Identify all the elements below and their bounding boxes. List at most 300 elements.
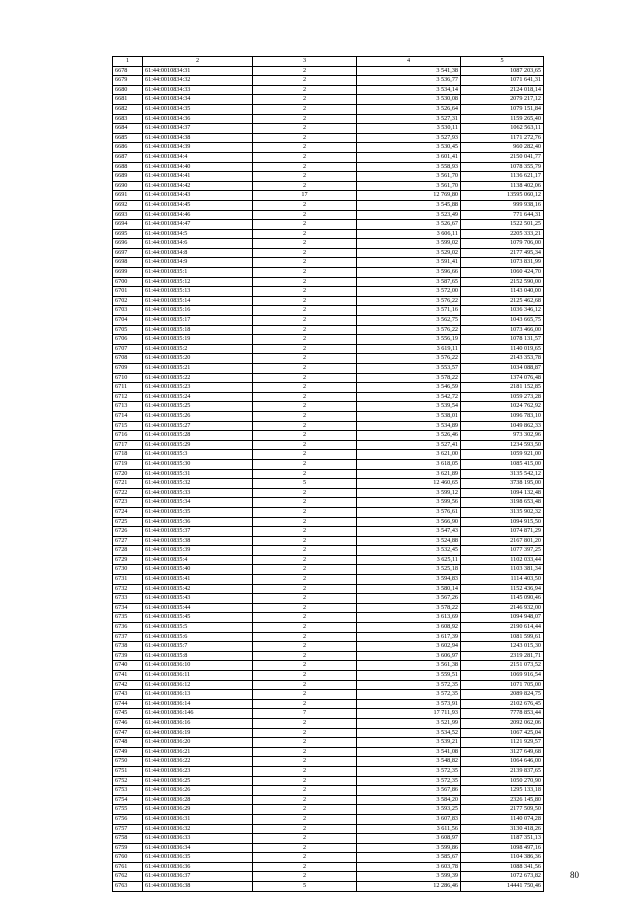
table-row [113, 239, 544, 249]
table-row [113, 882, 544, 892]
table-cell-col4: 3 584,20 [357, 795, 461, 805]
table-cell-col4: 3 529,02 [357, 248, 461, 258]
table-cell-col2: 61:44:0010836:38 [143, 882, 253, 892]
table-cell-col2: 61:44:0010834:45 [143, 200, 253, 210]
table-cell-col3: 2 [253, 776, 357, 786]
table-row [113, 843, 544, 853]
table-row [113, 95, 544, 105]
table-cell-col3: 2 [253, 805, 357, 815]
table-cell-col1: 6748 [113, 738, 143, 748]
table-cell-col5: 3135 902,32 [461, 507, 544, 517]
table-cell-col4: 3 530,45 [357, 143, 461, 153]
table-cell-col1: 6687 [113, 152, 143, 162]
table-cell-col5: 1140 019,65 [461, 344, 544, 354]
table-cell-col1: 6736 [113, 623, 143, 633]
table-cell-col2: 61:44:0010835:17 [143, 316, 253, 326]
table-cell-col5: 2125 462,68 [461, 296, 544, 306]
table-cell-col2: 61:44:0010835:14 [143, 296, 253, 306]
table-cell-col5: 1079 706,00 [461, 239, 544, 249]
table-cell-col1: 6758 [113, 834, 143, 844]
table-cell-col1: 6749 [113, 747, 143, 757]
table-row [113, 853, 544, 863]
table-cell-col4: 3 606,97 [357, 651, 461, 661]
table-cell-col3: 7 [253, 709, 357, 719]
table-row [113, 517, 544, 527]
table-cell-col3: 5 [253, 479, 357, 489]
table-cell-col4: 12 286,46 [357, 882, 461, 892]
table-cell-col4: 3 576,61 [357, 507, 461, 517]
table-cell-col5: 2190 614,44 [461, 623, 544, 633]
table-cell-col4: 3 532,45 [357, 546, 461, 556]
table-cell-col4: 12 769,80 [357, 191, 461, 201]
table-cell-col2: 61:44:0010835:12 [143, 277, 253, 287]
table-cell-col2: 61:44:0010835:40 [143, 565, 253, 575]
table-cell-col5: 1243 015,30 [461, 642, 544, 652]
table-cell-col4: 3 603,78 [357, 862, 461, 872]
table-cell-col4: 3 524,88 [357, 536, 461, 546]
table-cell-col5: 1067 425,04 [461, 728, 544, 738]
col-header-5: 5 [461, 57, 544, 67]
table-cell-col2: 61:44:0010835:35 [143, 507, 253, 517]
table-cell-col3: 2 [253, 383, 357, 393]
table-cell-col3: 2 [253, 728, 357, 738]
table-cell-col2: 61:44:0010834:41 [143, 172, 253, 182]
table-cell-col4: 3 576,22 [357, 354, 461, 364]
table-cell-col4: 3 561,70 [357, 172, 461, 182]
table-cell-col5: 1121 929,57 [461, 738, 544, 748]
table-cell-col2: 61:44:0010835:23 [143, 383, 253, 393]
table-cell-col5: 2139 837,65 [461, 766, 544, 776]
table-cell-col4: 3 539,54 [357, 402, 461, 412]
table-cell-col4: 12 460,65 [357, 479, 461, 489]
table-cell-col3: 2 [253, 843, 357, 853]
table-cell-col4: 3 556,19 [357, 335, 461, 345]
table-cell-col5: 14441 750,46 [461, 882, 544, 892]
table-cell-col3: 2 [253, 152, 357, 162]
table-cell-col5: 1374 076,48 [461, 373, 544, 383]
table-cell-col1: 6703 [113, 306, 143, 316]
table-row [113, 66, 544, 76]
table-cell-col5: 3130 418,26 [461, 824, 544, 834]
table-cell-col5: 1024 762,92 [461, 402, 544, 412]
table-cell-col1: 6702 [113, 296, 143, 306]
table-row [113, 671, 544, 681]
table-cell-col1: 6744 [113, 699, 143, 709]
table-cell-col3: 2 [253, 85, 357, 95]
table-row [113, 507, 544, 517]
table-cell-col3: 2 [253, 517, 357, 527]
table-cell-col2: 61:44:0010836:14 [143, 699, 253, 709]
table-cell-col1: 6691 [113, 191, 143, 201]
table-cell-col5: 1234 593,50 [461, 440, 544, 450]
table-cell-col2: 61:44:0010835:28 [143, 431, 253, 441]
table-cell-col4: 3 625,11 [357, 555, 461, 565]
table-cell-col1: 6713 [113, 402, 143, 412]
table-cell-col5: 7778 853,44 [461, 709, 544, 719]
table-cell-col1: 6762 [113, 872, 143, 882]
table-cell-col1: 6757 [113, 824, 143, 834]
table-row [113, 747, 544, 757]
table-cell-col3: 2 [253, 623, 357, 633]
table-cell-col2: 61:44:0010835:39 [143, 546, 253, 556]
table-cell-col5: 2151 073,52 [461, 661, 544, 671]
table-cell-col2: 61:44:0010836:31 [143, 814, 253, 824]
table-cell-col1: 6678 [113, 66, 143, 76]
table-cell-col2: 61:44:0010834:4 [143, 152, 253, 162]
table-cell-col5: 1077 397,25 [461, 546, 544, 556]
table-cell-col1: 6738 [113, 642, 143, 652]
table-cell-col5: 1114 403,50 [461, 575, 544, 585]
table-cell-col2: 61:44:0010834:42 [143, 181, 253, 191]
table-cell-col5: 2177 509,50 [461, 805, 544, 815]
table-cell-col1: 6712 [113, 392, 143, 402]
table-cell-col1: 6693 [113, 210, 143, 220]
table-cell-col1: 6751 [113, 766, 143, 776]
table-cell-col3: 2 [253, 66, 357, 76]
table-cell-col4: 3 525,18 [357, 565, 461, 575]
col-header-2: 2 [143, 57, 253, 67]
table-cell-col2: 61:44:0010834:47 [143, 220, 253, 230]
table-cell-col5: 1043 665,75 [461, 316, 544, 326]
table-row [113, 642, 544, 652]
table-cell-col4: 3 526,64 [357, 104, 461, 114]
table-cell-col3: 2 [253, 757, 357, 767]
table-cell-col3: 2 [253, 853, 357, 863]
table-cell-col2: 61:44:0010834:39 [143, 143, 253, 153]
table-cell-col3: 2 [253, 814, 357, 824]
table-cell-col4: 3 599,56 [357, 498, 461, 508]
table-cell-col3: 2 [253, 210, 357, 220]
table-cell-col3: 2 [253, 555, 357, 565]
table-cell-col1: 6763 [113, 882, 143, 892]
table-cell-col3: 2 [253, 95, 357, 105]
table-cell-col5: 1072 673,82 [461, 872, 544, 882]
table-cell-col2: 61:44:0010834:8 [143, 248, 253, 258]
table-row [113, 469, 544, 479]
table-cell-col1: 6692 [113, 200, 143, 210]
table-cell-col5: 2092 062,06 [461, 718, 544, 728]
table-cell-col3: 2 [253, 354, 357, 364]
table-cell-col2: 61:44:0010835:29 [143, 440, 253, 450]
table-cell-col2: 61:44:0010834:9 [143, 258, 253, 268]
table-cell-col1: 6725 [113, 517, 143, 527]
table-row [113, 200, 544, 210]
table-cell-col5: 1522 501,25 [461, 220, 544, 230]
table-cell-col5: 1069 916,54 [461, 671, 544, 681]
table-cell-col3: 2 [253, 402, 357, 412]
table-cell-col5: 1034 088,87 [461, 364, 544, 374]
table-row [113, 527, 544, 537]
table-cell-col4: 3 572,35 [357, 776, 461, 786]
table-cell-col5: 1081 599,61 [461, 632, 544, 642]
table-cell-col4: 3 587,65 [357, 277, 461, 287]
table-row [113, 143, 544, 153]
table-cell-col5: 1059 921,00 [461, 450, 544, 460]
table-cell-col2: 61:44:0010835:22 [143, 373, 253, 383]
table-cell-col1: 6694 [113, 220, 143, 230]
table-cell-col3: 2 [253, 450, 357, 460]
col-header-4: 4 [357, 57, 461, 67]
table-cell-col4: 3 572,35 [357, 766, 461, 776]
table-cell-col1: 6723 [113, 498, 143, 508]
table-cell-col5: 3135 542,12 [461, 469, 544, 479]
table-cell-col1: 6730 [113, 565, 143, 575]
table-cell-col2: 61:44:0010835:5 [143, 623, 253, 633]
table-cell-col3: 2 [253, 325, 357, 335]
table-cell-col4: 3 619,11 [357, 344, 461, 354]
table-cell-col2: 61:44:0010835:45 [143, 613, 253, 623]
table-cell-col5: 1094 948,07 [461, 613, 544, 623]
table-cell-col5: 13595 060,12 [461, 191, 544, 201]
table-cell-col3: 2 [253, 498, 357, 508]
table-cell-col3: 2 [253, 172, 357, 182]
table-cell-col4: 3 611,56 [357, 824, 461, 834]
table-cell-col2: 61:44:0010836:11 [143, 671, 253, 681]
table-cell-col5: 2124 018,14 [461, 85, 544, 95]
table-cell-col4: 3 608,92 [357, 623, 461, 633]
table-cell-col4: 3 530,08 [357, 95, 461, 105]
table-cell-col1: 6685 [113, 133, 143, 143]
table-cell-col2: 61:44:0010836:13 [143, 690, 253, 700]
table-cell-col3: 2 [253, 220, 357, 230]
table-cell-col4: 3 602,94 [357, 642, 461, 652]
table-cell-col2: 61:44:0010835:30 [143, 459, 253, 469]
table-cell-col2: 61:44:0010834:6 [143, 239, 253, 249]
table-row [113, 85, 544, 95]
table-cell-col1: 6710 [113, 373, 143, 383]
table-row [113, 536, 544, 546]
table-cell-col5: 1059 273,28 [461, 392, 544, 402]
table-cell-col1: 6701 [113, 287, 143, 297]
table-cell-col1: 6728 [113, 546, 143, 556]
table-cell-col5: 1078 355,79 [461, 162, 544, 172]
table-cell-col2: 61:44:0010835:13 [143, 287, 253, 297]
table-cell-col5: 2150 041,77 [461, 152, 544, 162]
table-row [113, 411, 544, 421]
table-cell-col1: 6722 [113, 488, 143, 498]
table-cell-col4: 3 572,35 [357, 680, 461, 690]
table-cell-col2: 61:44:0010835:44 [143, 603, 253, 613]
table-row [113, 133, 544, 143]
table-cell-col2: 61:44:0010835:41 [143, 575, 253, 585]
table-cell-col5: 1295 133,18 [461, 786, 544, 796]
table-row [113, 220, 544, 230]
page-number: 80 [570, 870, 579, 880]
table-cell-col4: 3 593,25 [357, 805, 461, 815]
table-cell-col1: 6732 [113, 584, 143, 594]
table-cell-col3: 2 [253, 824, 357, 834]
table-cell-col3: 2 [253, 642, 357, 652]
table-cell-col2: 61:44:0010834:31 [143, 66, 253, 76]
table-cell-col2: 61:44:0010836:32 [143, 824, 253, 834]
table-row [113, 229, 544, 239]
table-row [113, 152, 544, 162]
table-cell-col4: 3 576,22 [357, 296, 461, 306]
table-cell-col2: 61:44:0010834:37 [143, 124, 253, 134]
table-cell-col3: 2 [253, 584, 357, 594]
table-cell-col2: 61:44:0010836:16 [143, 718, 253, 728]
table-cell-col5: 1064 646,00 [461, 757, 544, 767]
table-cell-col4: 3 580,14 [357, 584, 461, 594]
table-cell-col3: 2 [253, 229, 357, 239]
table-row [113, 680, 544, 690]
table-cell-col1: 6718 [113, 450, 143, 460]
table-cell-col4: 3 572,00 [357, 287, 461, 297]
table-row [113, 172, 544, 182]
table-cell-col1: 6731 [113, 575, 143, 585]
table-cell-col3: 2 [253, 440, 357, 450]
table-row [113, 316, 544, 326]
table-row [113, 248, 544, 258]
table-cell-col1: 6708 [113, 354, 143, 364]
table-cell-col4: 3 559,51 [357, 671, 461, 681]
table-cell-col5: 1098 497,16 [461, 843, 544, 853]
table-cell-col2: 61:44:0010835:26 [143, 411, 253, 421]
table-cell-col2: 61:44:0010835:33 [143, 488, 253, 498]
table-cell-col5: 771 644,31 [461, 210, 544, 220]
table-cell-col1: 6684 [113, 124, 143, 134]
table-cell-col4: 3 578,22 [357, 373, 461, 383]
table-cell-col3: 17 [253, 191, 357, 201]
table-cell-col1: 6683 [113, 114, 143, 124]
table-cell-col4: 3 601,41 [357, 152, 461, 162]
table-cell-col3: 2 [253, 575, 357, 585]
table-cell-col1: 6721 [113, 479, 143, 489]
table-row [113, 872, 544, 882]
table-cell-col5: 1050 270,90 [461, 776, 544, 786]
table-cell-col2: 61:44:0010834:33 [143, 85, 253, 95]
table-cell-col3: 2 [253, 507, 357, 517]
table-cell-col4: 3 547,43 [357, 527, 461, 537]
table-cell-col3: 2 [253, 632, 357, 642]
table-cell-col3: 2 [253, 459, 357, 469]
table-cell-col3: 2 [253, 114, 357, 124]
table-cell-col2: 61:44:0010836:23 [143, 766, 253, 776]
table-cell-col5: 1159 265,40 [461, 114, 544, 124]
table-row [113, 594, 544, 604]
table-cell-col1: 6729 [113, 555, 143, 565]
table-cell-col1: 6727 [113, 536, 143, 546]
table-cell-col3: 2 [253, 162, 357, 172]
table-cell-col5: 1071 705,00 [461, 680, 544, 690]
table-cell-col1: 6747 [113, 728, 143, 738]
table-cell-col2: 61:44:0010834:38 [143, 133, 253, 143]
table-row [113, 632, 544, 642]
table-cell-col3: 2 [253, 296, 357, 306]
table-cell-col4: 3 536,77 [357, 76, 461, 86]
table-row [113, 210, 544, 220]
col-header-3: 3 [253, 57, 357, 67]
table-cell-col3: 2 [253, 344, 357, 354]
table-row [113, 459, 544, 469]
table-row [113, 488, 544, 498]
table-cell-col2: 61:44:0010835:42 [143, 584, 253, 594]
table-cell-col4: 3 567,26 [357, 594, 461, 604]
table-cell-col4: 3 539,21 [357, 738, 461, 748]
table-cell-col5: 1140 074,28 [461, 814, 544, 824]
table-row [113, 862, 544, 872]
table-row [113, 555, 544, 565]
table-cell-col4: 3 527,93 [357, 133, 461, 143]
table-cell-col2: 61:44:0010835:24 [143, 392, 253, 402]
table-cell-col3: 2 [253, 671, 357, 681]
table-row [113, 709, 544, 719]
table-cell-col3: 2 [253, 411, 357, 421]
table-row [113, 776, 544, 786]
table-cell-col2: 61:44:0010834:46 [143, 210, 253, 220]
table-cell-col1: 6704 [113, 316, 143, 326]
table-row [113, 306, 544, 316]
table-cell-col4: 3 534,89 [357, 421, 461, 431]
table-cell-col4: 3 599,39 [357, 872, 461, 882]
table-row [113, 258, 544, 268]
table-cell-col2: 61:44:0010834:43 [143, 191, 253, 201]
table-cell-col2: 61:44:0010834:40 [143, 162, 253, 172]
table-cell-col5: 1073 831,99 [461, 258, 544, 268]
table-cell-col3: 2 [253, 143, 357, 153]
table-cell-col4: 3 541,08 [357, 747, 461, 757]
table-row [113, 335, 544, 345]
table-cell-col5: 2205 333,21 [461, 229, 544, 239]
table-row [113, 623, 544, 633]
table-cell-col4: 3 521,99 [357, 718, 461, 728]
table-cell-col5: 2146 932,00 [461, 603, 544, 613]
table-cell-col1: 6680 [113, 85, 143, 95]
table-cell-col3: 2 [253, 718, 357, 728]
table-row [113, 325, 544, 335]
table-cell-col3: 2 [253, 872, 357, 882]
table-cell-col1: 6734 [113, 603, 143, 613]
table-row [113, 786, 544, 796]
table-cell-col3: 2 [253, 316, 357, 326]
table-row [113, 364, 544, 374]
table-cell-col2: 61:44:0010836:146 [143, 709, 253, 719]
table-cell-col4: 3 567,86 [357, 786, 461, 796]
table-cell-col5: 1152 436,94 [461, 584, 544, 594]
table-cell-col2: 61:44:0010835:1 [143, 268, 253, 278]
table-row [113, 114, 544, 124]
table-cell-col4: 3 596,66 [357, 268, 461, 278]
table-cell-col5: 2143 353,78 [461, 354, 544, 364]
table-cell-col3: 2 [253, 277, 357, 287]
table-row [113, 479, 544, 489]
table-row [113, 603, 544, 613]
table-cell-col5: 1094 132,48 [461, 488, 544, 498]
table-cell-col4: 3 526,67 [357, 220, 461, 230]
table-cell-col1: 6733 [113, 594, 143, 604]
table-cell-col3: 5 [253, 882, 357, 892]
table-cell-col5: 3198 653,48 [461, 498, 544, 508]
table-cell-col1: 6698 [113, 258, 143, 268]
table-cell-col2: 61:44:0010835:18 [143, 325, 253, 335]
table-cell-col2: 61:44:0010835:32 [143, 479, 253, 489]
table-cell-col2: 61:44:0010835:7 [143, 642, 253, 652]
table-cell-col4: 3 530,11 [357, 124, 461, 134]
table-cell-col1: 6752 [113, 776, 143, 786]
table-row [113, 546, 544, 556]
table-cell-col2: 61:44:0010835:4 [143, 555, 253, 565]
table-cell-col1: 6706 [113, 335, 143, 345]
table-cell-col2: 61:44:0010835:25 [143, 402, 253, 412]
table-cell-col2: 61:44:0010836:35 [143, 853, 253, 863]
table-cell-col4: 3 607,83 [357, 814, 461, 824]
table-header-row [113, 57, 544, 67]
table-cell-col5: 2152 590,00 [461, 277, 544, 287]
table-cell-col4: 3 621,00 [357, 450, 461, 460]
table-cell-col2: 61:44:0010834:32 [143, 76, 253, 86]
table-row [113, 383, 544, 393]
table-cell-col1: 6719 [113, 459, 143, 469]
